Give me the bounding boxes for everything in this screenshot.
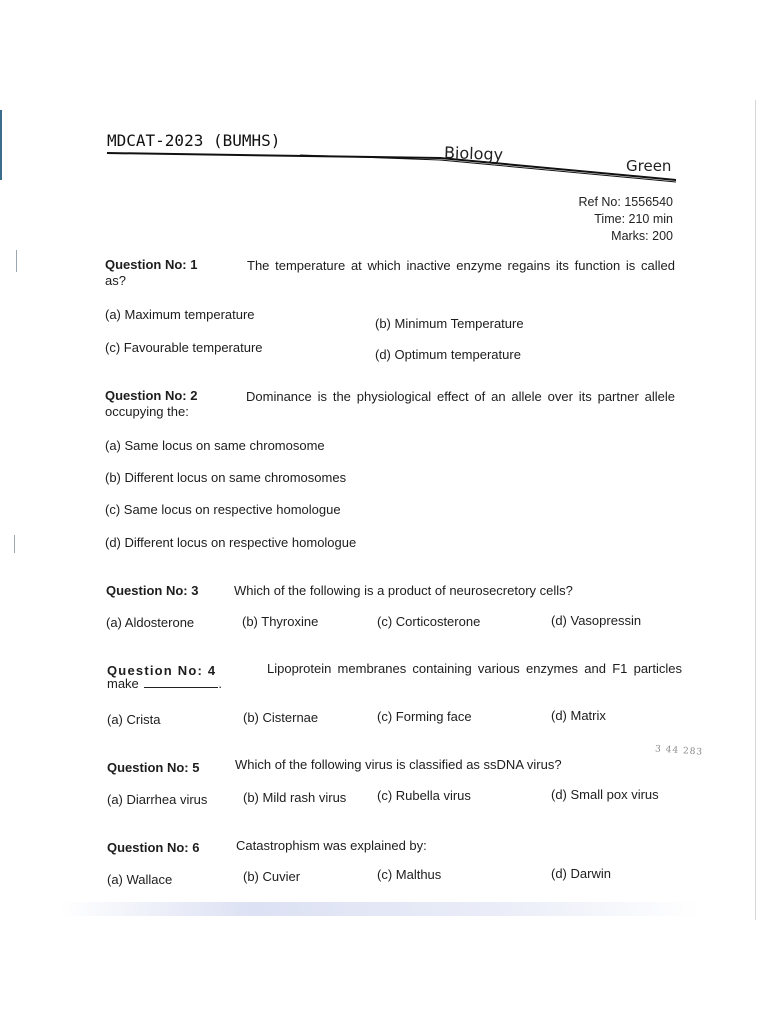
option-c[interactable]: (c) Corticosterone — [377, 614, 481, 629]
paper-meta — [578, 194, 673, 245]
question-text — [107, 661, 682, 691]
question-number: Question No: 2 — [105, 388, 198, 403]
option-b[interactable]: (b) Cisternae — [243, 710, 319, 725]
handwritten-note: 3 44 283 — [654, 744, 704, 758]
question-number: Question No: 3 — [106, 583, 199, 598]
question-text — [105, 389, 675, 419]
paper-header — [0, 0, 768, 250]
question-text — [105, 258, 675, 288]
option-c[interactable]: (c) Rubella virus — [377, 788, 471, 803]
paper-variant: Green — [626, 157, 672, 175]
question-text: Which of the following is a product of neurosecretory cells? — [234, 583, 573, 598]
option-c[interactable]: (c) Favourable temperature — [105, 340, 263, 355]
option-b[interactable]: (b) Mild rash virus — [243, 790, 347, 805]
question-text: Which of the following virus is classified as ssDNA virus? — [235, 757, 562, 772]
fill-in-blank — [144, 677, 218, 688]
option-d[interactable]: (d) Optimum temperature — [375, 347, 521, 362]
question-text-content: The temperature at which inactive enzyme regains its function is called as? — [105, 258, 675, 288]
question-text-content: Lipoprotein membranes containing various enzymes and F1 particles make — [107, 661, 682, 691]
option-d[interactable]: (d) Matrix — [551, 708, 606, 723]
question-number: Question No: 6 — [107, 840, 200, 855]
question-number: Question No: 5 — [107, 760, 200, 775]
option-c[interactable]: (c) Forming face — [377, 709, 472, 724]
option-a[interactable]: (a) Diarrhea virus — [107, 792, 208, 807]
option-d[interactable]: (d) Different locus on respective homologue — [105, 535, 357, 550]
option-d[interactable]: (d) Vasopressin — [551, 613, 642, 628]
option-d[interactable]: (d) Small pox virus — [551, 787, 659, 802]
question-text: Catastrophism was explained by: — [236, 838, 427, 853]
option-a[interactable]: (a) Aldosterone — [106, 615, 195, 630]
question-number: Question No: 1 — [105, 257, 198, 272]
question-text-content: Dominance is the physiological effect of an allele over its partner allele occupying the: — [105, 389, 675, 419]
scan-edge-mark — [14, 535, 15, 553]
exam-title: MDCAT-2023 (BUMHS) — [107, 131, 281, 150]
scan-edge-mark — [16, 250, 17, 272]
option-b[interactable]: (b) Thyroxine — [242, 614, 319, 629]
option-a[interactable]: (a) Crista — [107, 712, 161, 727]
time-allowed: Time: 210 min — [594, 212, 673, 226]
option-d[interactable]: (d) Darwin — [551, 866, 611, 881]
question-number: Question No: 4 — [107, 663, 217, 678]
question-text-end: . — [218, 676, 223, 691]
scan-shadow — [60, 902, 700, 916]
total-marks: Marks: 200 — [611, 229, 673, 243]
option-a[interactable]: (a) Wallace — [107, 872, 173, 887]
subject-name: Biology — [443, 142, 504, 165]
option-a[interactable]: (a) Maximum temperature — [105, 307, 255, 322]
ref-number: Ref No: 1556540 — [578, 195, 673, 209]
option-b[interactable]: (b) Cuvier — [243, 869, 301, 884]
option-b[interactable]: (b) Different locus on same chromosomes — [105, 470, 347, 485]
option-a[interactable]: (a) Same locus on same chromosome — [105, 438, 325, 453]
option-b[interactable]: (b) Minimum Temperature — [375, 316, 524, 331]
option-c[interactable]: (c) Same locus on respective homologue — [105, 502, 341, 517]
option-c[interactable]: (c) Malthus — [377, 867, 442, 882]
